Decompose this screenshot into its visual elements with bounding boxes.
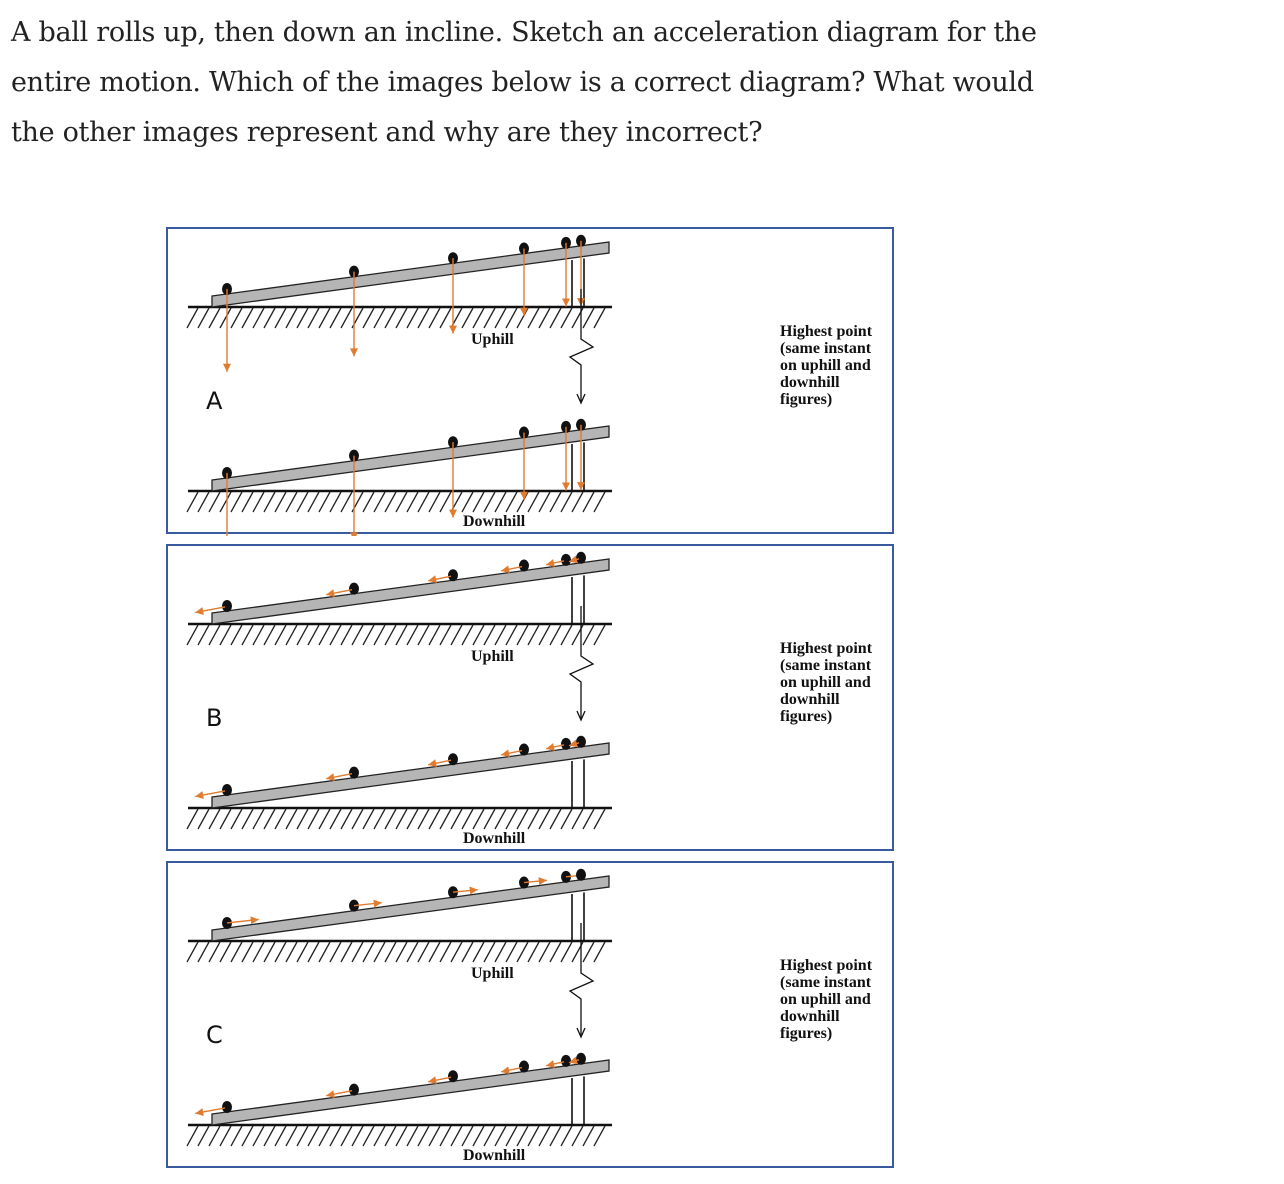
ground-hatch: [374, 625, 385, 645]
ball: [576, 552, 586, 564]
ground-hatch: [220, 942, 231, 962]
ground-hatch: [308, 809, 319, 829]
incline-board: [212, 426, 609, 491]
ground-hatch: [396, 1126, 407, 1146]
ground-hatch: [440, 1126, 451, 1146]
panel-label: B: [206, 704, 223, 732]
downhill-label: Downhill: [463, 513, 526, 530]
ball: [349, 767, 359, 779]
ground-hatch: [495, 1126, 506, 1146]
ground-hatch: [418, 809, 429, 829]
arrowhead: [195, 607, 204, 615]
ground-hatch: [275, 809, 286, 829]
ball: [519, 560, 529, 572]
ground-hatch: [495, 625, 506, 645]
ground-hatch: [561, 308, 572, 328]
incline-board: [212, 559, 609, 624]
ground-hatch: [473, 308, 484, 328]
ground-hatch: [242, 1126, 253, 1146]
ground-hatch: [550, 625, 561, 645]
ground-hatch: [187, 809, 198, 829]
panel-label: C: [206, 1021, 223, 1049]
ball: [448, 1070, 458, 1082]
ground-hatch: [253, 809, 264, 829]
ground-hatch: [429, 492, 440, 512]
arrowhead: [501, 1066, 510, 1074]
ball: [349, 583, 359, 595]
ball: [519, 744, 529, 756]
ground-hatch: [385, 492, 396, 512]
ground-hatch: [407, 1126, 418, 1146]
incline-board: [212, 242, 609, 307]
ground-hatch: [396, 809, 407, 829]
incline-board: [212, 876, 609, 941]
ground-hatch: [319, 308, 330, 328]
ground-hatch: [550, 308, 561, 328]
ground-hatch: [528, 308, 539, 328]
ground-hatch: [231, 308, 242, 328]
ground-hatch: [495, 809, 506, 829]
ground-hatch: [561, 942, 572, 962]
ground-hatch: [209, 809, 220, 829]
ground-hatch: [231, 1126, 242, 1146]
ground-hatch: [396, 308, 407, 328]
ground-hatch: [297, 492, 308, 512]
ground-hatch: [429, 308, 440, 328]
highest-point-note: Highest point (same instant on uphill and downhill figures): [780, 957, 873, 1042]
ground-hatch: [440, 809, 451, 829]
ground-hatch: [451, 625, 462, 645]
ground-hatch: [506, 942, 517, 962]
arrowhead: [326, 773, 335, 781]
ground-hatch: [341, 308, 352, 328]
incline-board: [212, 743, 609, 808]
ground-hatch: [528, 625, 539, 645]
ground-hatch: [385, 1126, 396, 1146]
ground-hatch: [462, 308, 473, 328]
ground-hatch: [440, 308, 451, 328]
ground-hatch: [198, 1126, 209, 1146]
ground-hatch: [495, 492, 506, 512]
ground-hatch: [462, 492, 473, 512]
ground-hatch: [330, 308, 341, 328]
ground-hatch: [242, 308, 253, 328]
ball: [222, 1101, 232, 1113]
ground-hatch: [253, 942, 264, 962]
ground-hatch: [319, 492, 330, 512]
ground-hatch: [253, 308, 264, 328]
ground-hatch: [396, 942, 407, 962]
ground-hatch: [198, 492, 209, 512]
ground-hatch: [418, 625, 429, 645]
ball: [349, 1084, 359, 1096]
ball: [561, 554, 571, 566]
ground-hatch: [363, 625, 374, 645]
ground-hatch: [374, 308, 385, 328]
ground-hatch: [418, 1126, 429, 1146]
ground-hatch: [528, 809, 539, 829]
ground-hatch: [517, 942, 528, 962]
ball: [561, 1055, 571, 1067]
ground-hatch: [407, 625, 418, 645]
ground-hatch: [341, 942, 352, 962]
ground-hatch: [396, 625, 407, 645]
ground-hatch: [561, 492, 572, 512]
ground-hatch: [374, 809, 385, 829]
ground-hatch: [187, 625, 198, 645]
ground-hatch: [220, 809, 231, 829]
ground-hatch: [363, 308, 374, 328]
ground-hatch: [242, 492, 253, 512]
arrowhead: [449, 326, 457, 334]
ground-hatch: [319, 1126, 330, 1146]
ground-hatch: [286, 308, 297, 328]
ground-hatch: [275, 492, 286, 512]
arrowhead: [501, 565, 510, 573]
ground-hatch: [220, 625, 231, 645]
ground-hatch: [374, 1126, 385, 1146]
ground-hatch: [418, 942, 429, 962]
ball: [519, 1061, 529, 1073]
ground-hatch: [374, 942, 385, 962]
ball: [448, 753, 458, 765]
ground-hatch: [539, 308, 550, 328]
ground-hatch: [363, 1126, 374, 1146]
ground-hatch: [385, 625, 396, 645]
ground-hatch: [308, 625, 319, 645]
arrowhead: [373, 900, 381, 908]
ground-hatch: [572, 492, 583, 512]
ground-hatch: [319, 625, 330, 645]
arrowhead: [223, 364, 231, 372]
ground-hatch: [220, 492, 231, 512]
arrowhead: [562, 299, 570, 307]
ground-hatch: [363, 492, 374, 512]
ground-hatch: [583, 492, 594, 512]
ground-hatch: [363, 942, 374, 962]
ground-hatch: [286, 1126, 297, 1146]
arrowhead: [195, 791, 204, 799]
ground-hatch: [363, 809, 374, 829]
ground-hatch: [473, 809, 484, 829]
ground-hatch: [594, 625, 605, 645]
ground-hatch: [407, 809, 418, 829]
ground-hatch: [462, 942, 473, 962]
ground-hatch: [297, 625, 308, 645]
ground-hatch: [583, 308, 594, 328]
ground-hatch: [583, 625, 594, 645]
ground-hatch: [495, 308, 506, 328]
diagram-b: [166, 544, 894, 851]
arrowhead: [350, 532, 358, 536]
ground-hatch: [198, 942, 209, 962]
ground-hatch: [209, 625, 220, 645]
ground-hatch: [550, 1126, 561, 1146]
ground-hatch: [440, 942, 451, 962]
ground-hatch: [506, 625, 517, 645]
ground-hatch: [539, 492, 550, 512]
ground-hatch: [429, 1126, 440, 1146]
ground-hatch: [583, 1126, 594, 1146]
ground-hatch: [594, 942, 605, 962]
ground-hatch: [187, 308, 198, 328]
ground-hatch: [473, 1126, 484, 1146]
ball: [448, 569, 458, 581]
ground-hatch: [286, 809, 297, 829]
ground-hatch: [253, 492, 264, 512]
ground-hatch: [429, 625, 440, 645]
ground-hatch: [484, 1126, 495, 1146]
ground-hatch: [407, 308, 418, 328]
ball: [222, 600, 232, 612]
ground-hatch: [187, 492, 198, 512]
question-text: A ball rolls up, then down an incline. Sketch an acceleration diagram for the entire motion. Which of the images below is a correct diagram? What would the other images represent and why are they incorrect?: [11, 17, 1037, 148]
ball: [576, 869, 586, 881]
ground-hatch: [539, 942, 550, 962]
ground-hatch: [275, 625, 286, 645]
ground-hatch: [341, 625, 352, 645]
arrowhead: [350, 348, 358, 356]
ground-hatch: [484, 492, 495, 512]
arrowhead: [546, 559, 555, 567]
ground-hatch: [473, 625, 484, 645]
ground-hatch: [286, 625, 297, 645]
ground-hatch: [198, 809, 209, 829]
ground-hatch: [528, 1126, 539, 1146]
ground-hatch: [297, 1126, 308, 1146]
ground-hatch: [594, 809, 605, 829]
ground-hatch: [198, 625, 209, 645]
arrowhead: [428, 1076, 437, 1084]
ground-hatch: [308, 308, 319, 328]
ground-hatch: [407, 942, 418, 962]
ground-hatch: [308, 942, 319, 962]
ground-hatch: [352, 942, 363, 962]
ground-hatch: [495, 942, 506, 962]
ground-hatch: [253, 1126, 264, 1146]
ground-hatch: [451, 1126, 462, 1146]
ground-hatch: [517, 1126, 528, 1146]
ground-hatch: [209, 492, 220, 512]
ground-hatch: [583, 809, 594, 829]
ground-hatch: [264, 492, 275, 512]
ground-hatch: [385, 942, 396, 962]
ground-hatch: [242, 942, 253, 962]
ground-hatch: [187, 942, 198, 962]
arrowhead: [501, 749, 510, 757]
ground-hatch: [264, 942, 275, 962]
ground-hatch: [473, 942, 484, 962]
ground-hatch: [440, 492, 451, 512]
ball: [576, 1053, 586, 1065]
ground-hatch: [539, 1126, 550, 1146]
ground-hatch: [385, 809, 396, 829]
ground-hatch: [572, 1126, 583, 1146]
ground-hatch: [539, 625, 550, 645]
ground-hatch: [550, 942, 561, 962]
arrowhead: [250, 916, 258, 924]
downhill-label: Downhill: [463, 830, 526, 847]
downhill-label: Downhill: [463, 1147, 526, 1164]
ground-hatch: [275, 308, 286, 328]
ground-hatch: [429, 809, 440, 829]
ground-hatch: [264, 308, 275, 328]
ground-hatch: [286, 492, 297, 512]
ground-hatch: [231, 492, 242, 512]
arrowhead: [520, 308, 528, 316]
ground-hatch: [462, 1126, 473, 1146]
ground-hatch: [308, 492, 319, 512]
ground-hatch: [220, 308, 231, 328]
ground-hatch: [506, 809, 517, 829]
ground-hatch: [539, 809, 550, 829]
arrowhead: [562, 483, 570, 491]
ground-hatch: [341, 1126, 352, 1146]
arrowhead: [326, 1090, 335, 1098]
ground-hatch: [209, 1126, 220, 1146]
ground-hatch: [253, 625, 264, 645]
ground-hatch: [561, 625, 572, 645]
ground-hatch: [352, 809, 363, 829]
diagram-c: [166, 861, 894, 1168]
ground-hatch: [297, 308, 308, 328]
ground-hatch: [275, 1126, 286, 1146]
arrowhead: [520, 492, 528, 500]
ground-hatch: [264, 1126, 275, 1146]
ground-hatch: [198, 308, 209, 328]
ground-hatch: [440, 625, 451, 645]
ground-hatch: [341, 809, 352, 829]
ground-hatch: [506, 1126, 517, 1146]
ground-hatch: [506, 492, 517, 512]
ground-hatch: [330, 625, 341, 645]
ground-hatch: [418, 492, 429, 512]
ground-hatch: [220, 1126, 231, 1146]
uphill-label: Uphill: [471, 648, 514, 665]
ground-hatch: [561, 1126, 572, 1146]
ground-hatch: [418, 308, 429, 328]
ground-hatch: [517, 625, 528, 645]
ground-hatch: [506, 308, 517, 328]
ground-hatch: [594, 1126, 605, 1146]
ground-hatch: [451, 942, 462, 962]
ground-hatch: [385, 308, 396, 328]
ground-hatch: [429, 942, 440, 962]
arrowhead: [546, 743, 555, 751]
uphill-label: Uphill: [471, 965, 514, 982]
ball: [222, 784, 232, 796]
ground-hatch: [583, 942, 594, 962]
ground-hatch: [308, 1126, 319, 1146]
ground-hatch: [594, 308, 605, 328]
ground-hatch: [396, 492, 407, 512]
highest-point-note: Highest point (same instant on uphill and downhill figures): [780, 323, 873, 408]
ground-hatch: [209, 308, 220, 328]
ground-hatch: [231, 625, 242, 645]
ground-hatch: [550, 492, 561, 512]
ground-hatch: [330, 492, 341, 512]
ground-hatch: [550, 809, 561, 829]
diagram-a: [166, 227, 894, 534]
ground-hatch: [330, 942, 341, 962]
ground-hatch: [528, 942, 539, 962]
ground-hatch: [473, 492, 484, 512]
ground-hatch: [484, 308, 495, 328]
arrowhead: [546, 1060, 555, 1068]
ground-hatch: [451, 809, 462, 829]
arrowhead: [326, 589, 335, 597]
ground-hatch: [594, 492, 605, 512]
arrowhead: [428, 759, 437, 767]
ground-hatch: [528, 492, 539, 512]
ground-hatch: [319, 942, 330, 962]
panel-label: A: [206, 387, 223, 415]
arrowhead: [195, 1108, 204, 1116]
ground-hatch: [275, 942, 286, 962]
ground-hatch: [187, 1126, 198, 1146]
ground-hatch: [462, 625, 473, 645]
ground-hatch: [231, 809, 242, 829]
uphill-label: Uphill: [471, 331, 514, 348]
ground-hatch: [264, 809, 275, 829]
ground-hatch: [231, 942, 242, 962]
ground-hatch: [297, 942, 308, 962]
ground-hatch: [484, 942, 495, 962]
ground-hatch: [319, 809, 330, 829]
ground-hatch: [352, 1126, 363, 1146]
ground-hatch: [572, 809, 583, 829]
ground-hatch: [374, 492, 385, 512]
ground-hatch: [484, 809, 495, 829]
ground-hatch: [517, 809, 528, 829]
incline-board: [212, 1060, 609, 1125]
ground-hatch: [407, 492, 418, 512]
ground-hatch: [286, 942, 297, 962]
ground-hatch: [484, 625, 495, 645]
ground-hatch: [462, 809, 473, 829]
ground-hatch: [561, 809, 572, 829]
ball: [576, 736, 586, 748]
ground-hatch: [242, 809, 253, 829]
ground-hatch: [341, 492, 352, 512]
ground-hatch: [330, 1126, 341, 1146]
ground-hatch: [352, 625, 363, 645]
ground-hatch: [264, 625, 275, 645]
ball: [561, 738, 571, 750]
ground-hatch: [242, 625, 253, 645]
ground-hatch: [297, 809, 308, 829]
ground-hatch: [330, 809, 341, 829]
ground-hatch: [209, 942, 220, 962]
arrowhead: [428, 575, 437, 583]
highest-point-note: Highest point (same instant on uphill and downhill figures): [780, 640, 873, 725]
arrowhead: [449, 510, 457, 518]
